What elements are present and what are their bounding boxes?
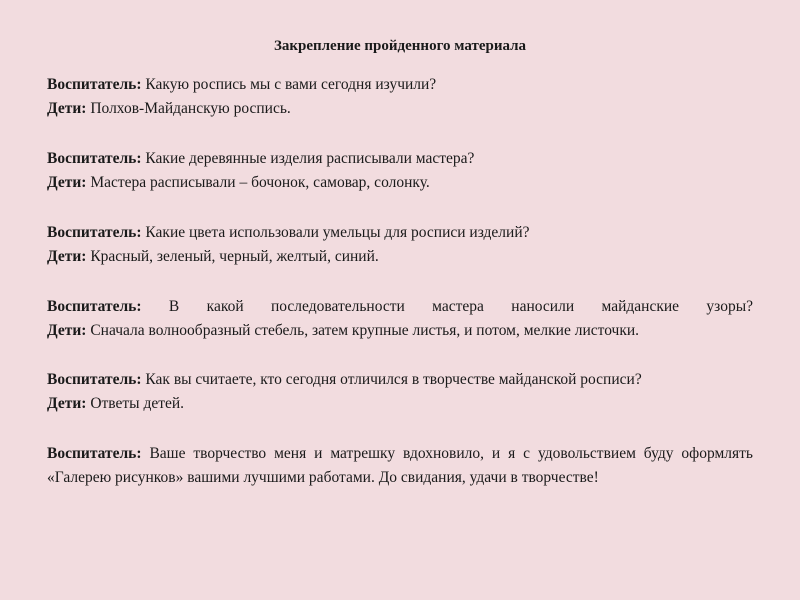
children-answer: Ответы детей. xyxy=(90,395,185,412)
teacher-question: Как вы считаете, кто сегодня отличился в творчестве майданской росписи? xyxy=(145,371,642,388)
children-answer: Полхов-Майданскую роспись. xyxy=(90,100,291,117)
teacher-line xyxy=(47,73,753,97)
children-line xyxy=(47,245,753,269)
dialogue-block-5 xyxy=(47,368,753,416)
teacher-label: Воспитатель: xyxy=(47,224,142,241)
dialogue-block-2 xyxy=(47,147,753,195)
children-line xyxy=(47,97,753,121)
children-line xyxy=(47,392,753,416)
teacher-line xyxy=(47,295,753,319)
children-answer: Мастера расписывали – бочонок, самовар, солонку. xyxy=(90,174,430,191)
dialogue-block-1 xyxy=(47,73,753,121)
teacher-label: Воспитатель: xyxy=(47,76,142,93)
closing-block xyxy=(47,442,753,490)
teacher-label: Воспитатель: xyxy=(47,371,142,388)
children-line xyxy=(47,319,753,343)
dialogue-block-4 xyxy=(47,295,753,343)
children-answer: Красный, зеленый, черный, желтый, синий. xyxy=(90,248,379,265)
page-title: Закрепление пройденного материала xyxy=(273,38,527,54)
teacher-question: В какой последовательности мастера наносили майданские узоры? xyxy=(168,298,753,315)
teacher-line xyxy=(47,368,753,392)
dialogue-block-3 xyxy=(47,221,753,269)
teacher-question: Какие цвета использовали умельцы для росписи изделий? xyxy=(145,224,530,241)
children-label: Дети: xyxy=(47,248,87,265)
teacher-question: Какую роспись мы с вами сегодня изучили? xyxy=(145,76,437,93)
children-label: Дети: xyxy=(47,395,87,412)
closing-line xyxy=(47,442,753,490)
children-line xyxy=(47,171,753,195)
children-label: Дети: xyxy=(47,100,87,117)
teacher-label: Воспитатель: xyxy=(47,150,142,167)
teacher-line xyxy=(47,221,753,245)
teacher-label: Воспитатель: xyxy=(47,445,142,462)
teacher-question: Какие деревянные изделия расписывали мастера? xyxy=(145,150,475,167)
teacher-line xyxy=(47,147,753,171)
closing-text: Ваше творчество меня и матрешку вдохновило, и я с удовольствием буду оформлять «Галерею рисунков» вашими лучшими работами. До свидания, удачи в творчестве! xyxy=(47,445,754,486)
children-label: Дети: xyxy=(47,322,87,339)
teacher-label: Воспитатель: xyxy=(47,298,142,315)
children-label: Дети: xyxy=(47,174,87,191)
children-answer: Сначала волнообразный стебель, затем крупные листья, и потом, мелкие листочки. xyxy=(90,322,640,339)
